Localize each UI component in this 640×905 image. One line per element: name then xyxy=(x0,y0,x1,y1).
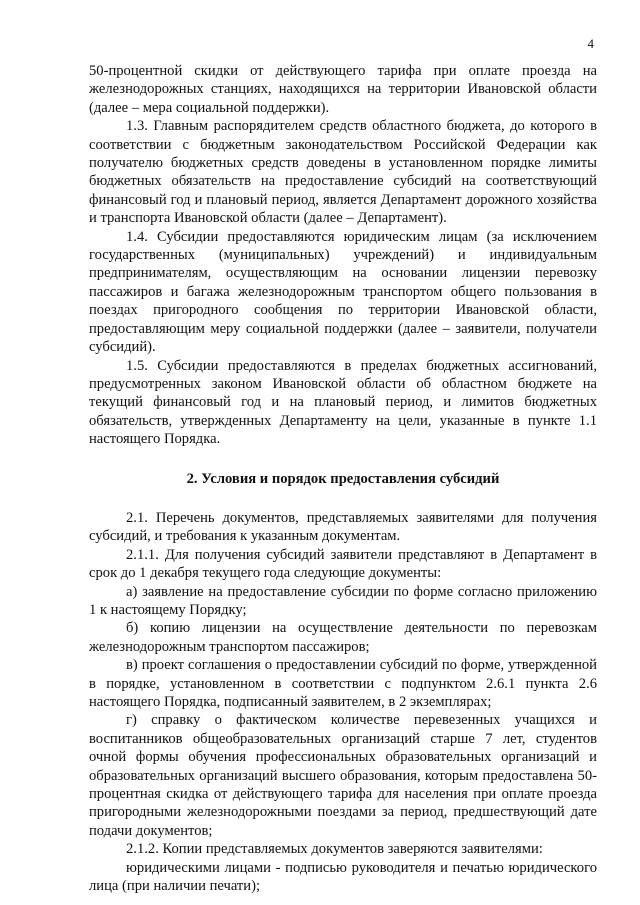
paragraph-legal-entities: юридическими лицами - подписью руководителя и печатью юридического лица (при наличии печати); xyxy=(89,859,597,895)
page-number: 4 xyxy=(587,36,594,51)
paragraph-1-3: 1.3. Главным распорядителем средств областного бюджета, до которого в соответствии с бюджетным законодательством Российской Федерации как получателю бюджетных средств доведены в установленном порядке лимиты бюджетных обязательств на предоставление субсидий на соответствующий финансовый год и плановый период, является Департамент дорожного хозяйства и транспорта Ивановской области (далее – Департамент). xyxy=(89,118,597,227)
document-body xyxy=(89,62,597,895)
section-heading: 2. Условия и порядок предоставления субсидий xyxy=(186,470,500,487)
paragraph-2-1-1: 2.1.1. Для получения субсидий заявители представляют в Департамент в срок до 1 декабря текущего года следующие документы: xyxy=(89,546,597,582)
list-item-g: г) справку о фактическом количестве перевезенных учащихся и воспитанников общеобразовательных организаций старше 7 лет, студентов очной формы обучения профессиональных образовательных организаций и образовательных организаций высшего образования, которым предоставлена 50-процентная скидка от действующего тарифа для населения при оплате проезда пригородными железнодорожными поездами за период, предшествующий дате подачи документов; xyxy=(89,712,597,839)
list-item-b: б) копию лицензии на осуществление деятельности по перевозкам железнодорожным транспортом пассажиров; xyxy=(89,620,597,655)
list-item-a: а) заявление на предоставление субсидии по форме согласно приложению 1 к настоящему Порядку; xyxy=(89,583,597,618)
paragraph-1-4: 1.4. Субсидии предоставляются юридическим лицам (за исключением государственных (муниципальных) учреждений) и индивидуальным предпринимателям, осуществляющим на основании лицензии перевозку пассажиров и багажа железнодорожным транспортом общего пользования в поездах пригородного сообщения по территории Ивановской области, предоставляющим меру социальной поддержки (далее – заявители, получатели субсидий). xyxy=(89,228,597,356)
paragraph-2-1-2: 2.1.2. Копии представляемых документов заверяются заявителями: xyxy=(126,841,543,858)
list-item-v: в) проект соглашения о предоставлении субсидий по форме, утвержденной в порядке, установленном в соответствии с подпунктом 2.6.1 пункта 2.6 настоящего Порядка, подписанный заявителем, в 2 экземплярах; xyxy=(89,657,597,710)
paragraph-2-1: 2.1. Перечень документов, представляемых заявителями для получения субсидий, и требования к указанным документам. xyxy=(89,509,597,545)
paragraph-continuation: 50-процентной скидки от действующего тарифа при оплате проезда на железнодорожных станциях, находящихся на территории Ивановской области (далее – мера социальной поддержки). xyxy=(89,63,597,116)
paragraph-1-5: 1.5. Субсидии предоставляются в пределах бюджетных ассигнований, предусмотренных законом Ивановской области об областном бюджете на текущий финансовый год и на плановый период, и лимитов бюджетных обязательств, утвержденных Департаменту на цели, указанные в пункте 1.1 настоящего Порядка. xyxy=(89,357,597,448)
